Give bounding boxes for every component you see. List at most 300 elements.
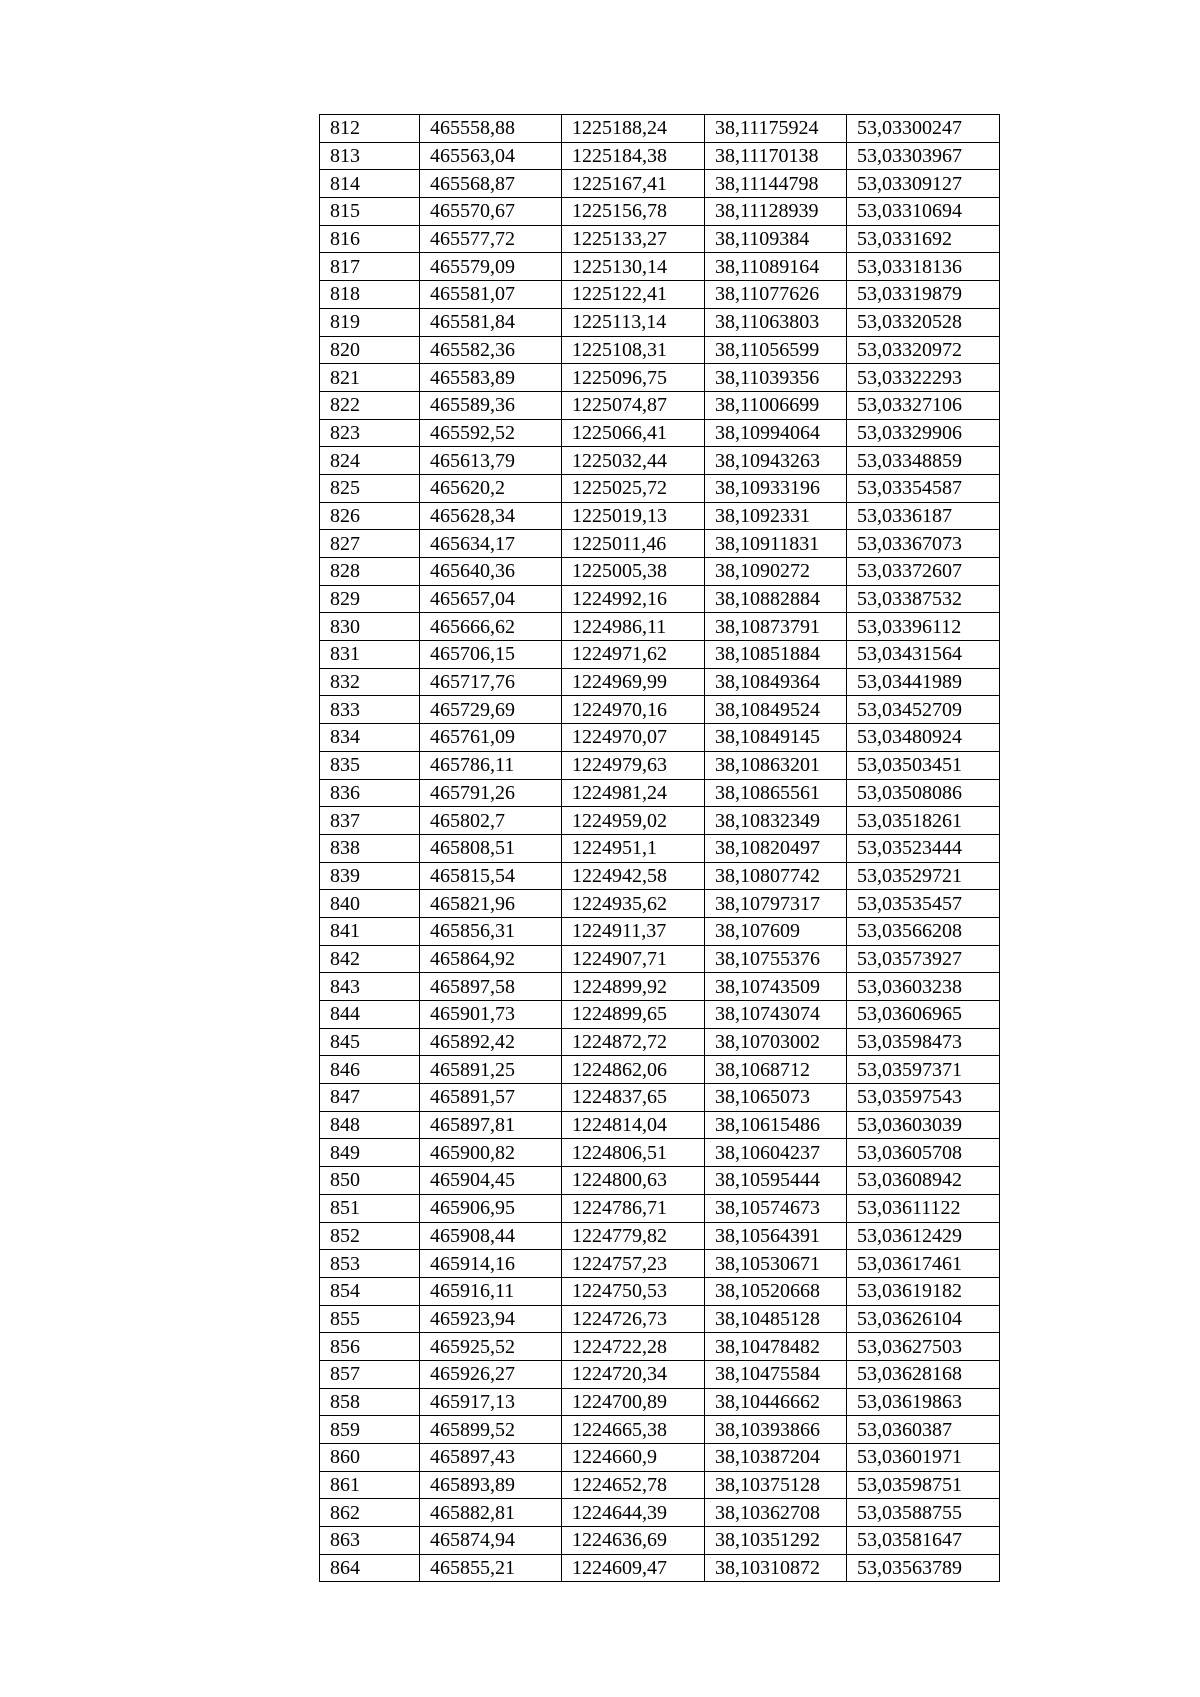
point-number-cell: 824 — [320, 447, 420, 475]
latitude-cell: 53,03563789 — [847, 1554, 1000, 1582]
latitude-cell: 53,03611122 — [847, 1194, 1000, 1222]
latitude-cell: 53,03441989 — [847, 668, 1000, 696]
y-coordinate-cell: 1224779,82 — [562, 1222, 705, 1250]
y-coordinate-cell: 1225130,14 — [562, 253, 705, 281]
y-coordinate-cell: 1224970,07 — [562, 724, 705, 752]
latitude-cell: 53,03619182 — [847, 1277, 1000, 1305]
point-number-cell: 833 — [320, 696, 420, 724]
point-number-cell: 827 — [320, 530, 420, 558]
table-row — [320, 115, 1000, 143]
y-coordinate-cell: 1225113,14 — [562, 308, 705, 336]
latitude-cell: 53,03529721 — [847, 862, 1000, 890]
longitude-cell: 38,11006699 — [705, 391, 847, 419]
y-coordinate-cell: 1224981,24 — [562, 779, 705, 807]
longitude-cell: 38,10310872 — [705, 1554, 847, 1582]
y-coordinate-cell: 1224660,9 — [562, 1444, 705, 1472]
table-row — [320, 1250, 1000, 1278]
table-row — [320, 502, 1000, 530]
longitude-cell: 38,10475584 — [705, 1360, 847, 1388]
longitude-cell: 38,1068712 — [705, 1056, 847, 1084]
table-row — [320, 253, 1000, 281]
point-number-cell: 838 — [320, 834, 420, 862]
point-number-cell: 841 — [320, 917, 420, 945]
y-coordinate-cell: 1224911,37 — [562, 917, 705, 945]
point-number-cell: 853 — [320, 1250, 420, 1278]
y-coordinate-cell: 1225156,78 — [562, 198, 705, 226]
table-row — [320, 1471, 1000, 1499]
x-coordinate-cell: 465855,21 — [420, 1554, 562, 1582]
x-coordinate-cell: 465570,67 — [420, 198, 562, 226]
table-row — [320, 862, 1000, 890]
table-row — [320, 1444, 1000, 1472]
latitude-cell: 53,03605708 — [847, 1139, 1000, 1167]
table-row — [320, 751, 1000, 779]
point-number-cell: 817 — [320, 253, 420, 281]
longitude-cell: 38,10446662 — [705, 1388, 847, 1416]
x-coordinate-cell: 465900,82 — [420, 1139, 562, 1167]
table-row — [320, 1139, 1000, 1167]
table-row — [320, 973, 1000, 1001]
y-coordinate-cell: 1224700,89 — [562, 1388, 705, 1416]
y-coordinate-cell: 1224665,38 — [562, 1416, 705, 1444]
y-coordinate-cell: 1224652,78 — [562, 1471, 705, 1499]
point-number-cell: 832 — [320, 668, 420, 696]
x-coordinate-cell: 465925,52 — [420, 1333, 562, 1361]
y-coordinate-cell: 1224720,34 — [562, 1360, 705, 1388]
point-number-cell: 863 — [320, 1527, 420, 1555]
x-coordinate-cell: 465628,34 — [420, 502, 562, 530]
coordinates-table — [319, 114, 1000, 1582]
x-coordinate-cell: 465821,96 — [420, 890, 562, 918]
table-row — [320, 1111, 1000, 1139]
longitude-cell: 38,11128939 — [705, 198, 847, 226]
table-row — [320, 834, 1000, 862]
longitude-cell: 38,11077626 — [705, 281, 847, 309]
latitude-cell: 53,03300247 — [847, 115, 1000, 143]
table-row — [320, 1028, 1000, 1056]
latitude-cell: 53,03588755 — [847, 1499, 1000, 1527]
table-row — [320, 474, 1000, 502]
point-number-cell: 830 — [320, 613, 420, 641]
longitude-cell: 38,10485128 — [705, 1305, 847, 1333]
point-number-cell: 835 — [320, 751, 420, 779]
longitude-cell: 38,10807742 — [705, 862, 847, 890]
y-coordinate-cell: 1225074,87 — [562, 391, 705, 419]
x-coordinate-cell: 465891,57 — [420, 1084, 562, 1112]
longitude-cell: 38,10351292 — [705, 1527, 847, 1555]
point-number-cell: 826 — [320, 502, 420, 530]
table-row — [320, 917, 1000, 945]
x-coordinate-cell: 465908,44 — [420, 1222, 562, 1250]
y-coordinate-cell: 1224750,53 — [562, 1277, 705, 1305]
table-row — [320, 1416, 1000, 1444]
table-row — [320, 1001, 1000, 1029]
x-coordinate-cell: 465906,95 — [420, 1194, 562, 1222]
x-coordinate-cell: 465897,58 — [420, 973, 562, 1001]
point-number-cell: 823 — [320, 419, 420, 447]
longitude-cell: 38,11056599 — [705, 336, 847, 364]
table-row — [320, 1305, 1000, 1333]
point-number-cell: 840 — [320, 890, 420, 918]
x-coordinate-cell: 465914,16 — [420, 1250, 562, 1278]
y-coordinate-cell: 1225184,38 — [562, 142, 705, 170]
latitude-cell: 53,03612429 — [847, 1222, 1000, 1250]
point-number-cell: 848 — [320, 1111, 420, 1139]
latitude-cell: 53,03535457 — [847, 890, 1000, 918]
latitude-cell: 53,03608942 — [847, 1167, 1000, 1195]
table-row — [320, 391, 1000, 419]
longitude-cell: 38,10595444 — [705, 1167, 847, 1195]
table-row — [320, 641, 1000, 669]
y-coordinate-cell: 1224970,16 — [562, 696, 705, 724]
table-row — [320, 945, 1000, 973]
point-number-cell: 831 — [320, 641, 420, 669]
point-number-cell: 856 — [320, 1333, 420, 1361]
longitude-cell: 38,10530671 — [705, 1250, 847, 1278]
longitude-cell: 38,11175924 — [705, 115, 847, 143]
y-coordinate-cell: 1225025,72 — [562, 474, 705, 502]
y-coordinate-cell: 1224969,99 — [562, 668, 705, 696]
table-row — [320, 364, 1000, 392]
y-coordinate-cell: 1225096,75 — [562, 364, 705, 392]
point-number-cell: 813 — [320, 142, 420, 170]
y-coordinate-cell: 1224951,1 — [562, 834, 705, 862]
table-row — [320, 807, 1000, 835]
point-number-cell: 857 — [320, 1360, 420, 1388]
y-coordinate-cell: 1225122,41 — [562, 281, 705, 309]
table-row — [320, 308, 1000, 336]
latitude-cell: 53,03627503 — [847, 1333, 1000, 1361]
latitude-cell: 53,03367073 — [847, 530, 1000, 558]
longitude-cell: 38,1109384 — [705, 225, 847, 253]
point-number-cell: 825 — [320, 474, 420, 502]
table-row — [320, 1167, 1000, 1195]
table-row — [320, 585, 1000, 613]
point-number-cell: 834 — [320, 724, 420, 752]
latitude-cell: 53,03503451 — [847, 751, 1000, 779]
longitude-cell: 38,10375128 — [705, 1471, 847, 1499]
x-coordinate-cell: 465893,89 — [420, 1471, 562, 1499]
latitude-cell: 53,03396112 — [847, 613, 1000, 641]
point-number-cell: 819 — [320, 308, 420, 336]
longitude-cell: 38,1090272 — [705, 558, 847, 586]
latitude-cell: 53,03597543 — [847, 1084, 1000, 1112]
y-coordinate-cell: 1224872,72 — [562, 1028, 705, 1056]
y-coordinate-cell: 1224971,62 — [562, 641, 705, 669]
point-number-cell: 836 — [320, 779, 420, 807]
x-coordinate-cell: 465904,45 — [420, 1167, 562, 1195]
longitude-cell: 38,10994064 — [705, 419, 847, 447]
y-coordinate-cell: 1225019,13 — [562, 502, 705, 530]
longitude-cell: 38,10520668 — [705, 1277, 847, 1305]
x-coordinate-cell: 465791,26 — [420, 779, 562, 807]
x-coordinate-cell: 465589,36 — [420, 391, 562, 419]
latitude-cell: 53,0360387 — [847, 1416, 1000, 1444]
latitude-cell: 53,03318136 — [847, 253, 1000, 281]
longitude-cell: 38,11170138 — [705, 142, 847, 170]
table-row — [320, 142, 1000, 170]
y-coordinate-cell: 1224935,62 — [562, 890, 705, 918]
latitude-cell: 53,03319879 — [847, 281, 1000, 309]
point-number-cell: 837 — [320, 807, 420, 835]
y-coordinate-cell: 1224757,23 — [562, 1250, 705, 1278]
table-row — [320, 1084, 1000, 1112]
y-coordinate-cell: 1224907,71 — [562, 945, 705, 973]
longitude-cell: 38,10865561 — [705, 779, 847, 807]
x-coordinate-cell: 465592,52 — [420, 419, 562, 447]
point-number-cell: 843 — [320, 973, 420, 1001]
table-row — [320, 336, 1000, 364]
table-row — [320, 890, 1000, 918]
latitude-cell: 53,03626104 — [847, 1305, 1000, 1333]
y-coordinate-cell: 1225188,24 — [562, 115, 705, 143]
x-coordinate-cell: 465815,54 — [420, 862, 562, 890]
longitude-cell: 38,10703002 — [705, 1028, 847, 1056]
y-coordinate-cell: 1224814,04 — [562, 1111, 705, 1139]
latitude-cell: 53,03523444 — [847, 834, 1000, 862]
table-row — [320, 558, 1000, 586]
longitude-cell: 38,11039356 — [705, 364, 847, 392]
longitude-cell: 38,10873791 — [705, 613, 847, 641]
table-row — [320, 530, 1000, 558]
x-coordinate-cell: 465666,62 — [420, 613, 562, 641]
table-row — [320, 1360, 1000, 1388]
point-number-cell: 844 — [320, 1001, 420, 1029]
longitude-cell: 38,10387204 — [705, 1444, 847, 1472]
longitude-cell: 38,1092331 — [705, 502, 847, 530]
latitude-cell: 53,03508086 — [847, 779, 1000, 807]
longitude-cell: 38,10943263 — [705, 447, 847, 475]
point-number-cell: 828 — [320, 558, 420, 586]
latitude-cell: 53,03348859 — [847, 447, 1000, 475]
y-coordinate-cell: 1224726,73 — [562, 1305, 705, 1333]
x-coordinate-cell: 465874,94 — [420, 1527, 562, 1555]
longitude-cell: 38,10604237 — [705, 1139, 847, 1167]
x-coordinate-cell: 465917,13 — [420, 1388, 562, 1416]
x-coordinate-cell: 465729,69 — [420, 696, 562, 724]
longitude-cell: 38,10362708 — [705, 1499, 847, 1527]
latitude-cell: 53,03598473 — [847, 1028, 1000, 1056]
point-number-cell: 829 — [320, 585, 420, 613]
x-coordinate-cell: 465882,81 — [420, 1499, 562, 1527]
table-row — [320, 696, 1000, 724]
table-row — [320, 1388, 1000, 1416]
latitude-cell: 53,03329906 — [847, 419, 1000, 447]
latitude-cell: 53,03606965 — [847, 1001, 1000, 1029]
x-coordinate-cell: 465802,7 — [420, 807, 562, 835]
longitude-cell: 38,10743074 — [705, 1001, 847, 1029]
x-coordinate-cell: 465891,25 — [420, 1056, 562, 1084]
point-number-cell: 812 — [320, 115, 420, 143]
longitude-cell: 38,10797317 — [705, 890, 847, 918]
table-row — [320, 281, 1000, 309]
point-number-cell: 850 — [320, 1167, 420, 1195]
longitude-cell: 38,10933196 — [705, 474, 847, 502]
point-number-cell: 814 — [320, 170, 420, 198]
table-row — [320, 198, 1000, 226]
longitude-cell: 38,10743509 — [705, 973, 847, 1001]
longitude-cell: 38,10849364 — [705, 668, 847, 696]
x-coordinate-cell: 465923,94 — [420, 1305, 562, 1333]
y-coordinate-cell: 1224636,69 — [562, 1527, 705, 1555]
point-number-cell: 816 — [320, 225, 420, 253]
longitude-cell: 38,107609 — [705, 917, 847, 945]
point-number-cell: 862 — [320, 1499, 420, 1527]
latitude-cell: 53,03601971 — [847, 1444, 1000, 1472]
point-number-cell: 845 — [320, 1028, 420, 1056]
point-number-cell: 859 — [320, 1416, 420, 1444]
x-coordinate-cell: 465916,11 — [420, 1277, 562, 1305]
x-coordinate-cell: 465761,09 — [420, 724, 562, 752]
latitude-cell: 53,03452709 — [847, 696, 1000, 724]
point-number-cell: 855 — [320, 1305, 420, 1333]
latitude-cell: 53,03310694 — [847, 198, 1000, 226]
latitude-cell: 53,03320528 — [847, 308, 1000, 336]
table-row — [320, 1056, 1000, 1084]
table-row — [320, 1333, 1000, 1361]
point-number-cell: 821 — [320, 364, 420, 392]
y-coordinate-cell: 1224942,58 — [562, 862, 705, 890]
point-number-cell: 858 — [320, 1388, 420, 1416]
longitude-cell: 38,10911831 — [705, 530, 847, 558]
table-row — [320, 724, 1000, 752]
latitude-cell: 53,03598751 — [847, 1471, 1000, 1499]
y-coordinate-cell: 1224806,51 — [562, 1139, 705, 1167]
longitude-cell: 38,10849524 — [705, 696, 847, 724]
point-number-cell: 854 — [320, 1277, 420, 1305]
latitude-cell: 53,03303967 — [847, 142, 1000, 170]
x-coordinate-cell: 465577,72 — [420, 225, 562, 253]
table-row — [320, 1499, 1000, 1527]
x-coordinate-cell: 465864,92 — [420, 945, 562, 973]
point-number-cell: 851 — [320, 1194, 420, 1222]
latitude-cell: 53,03566208 — [847, 917, 1000, 945]
latitude-cell: 53,03573927 — [847, 945, 1000, 973]
table-row — [320, 225, 1000, 253]
longitude-cell: 38,10615486 — [705, 1111, 847, 1139]
x-coordinate-cell: 465901,73 — [420, 1001, 562, 1029]
y-coordinate-cell: 1224609,47 — [562, 1554, 705, 1582]
latitude-cell: 53,03320972 — [847, 336, 1000, 364]
x-coordinate-cell: 465856,31 — [420, 917, 562, 945]
longitude-cell: 38,10478482 — [705, 1333, 847, 1361]
x-coordinate-cell: 465897,81 — [420, 1111, 562, 1139]
latitude-cell: 53,0336187 — [847, 502, 1000, 530]
latitude-cell: 53,03603039 — [847, 1111, 1000, 1139]
latitude-cell: 53,03387532 — [847, 585, 1000, 613]
table-row — [320, 1527, 1000, 1555]
point-number-cell: 846 — [320, 1056, 420, 1084]
point-number-cell: 852 — [320, 1222, 420, 1250]
y-coordinate-cell: 1225066,41 — [562, 419, 705, 447]
latitude-cell: 53,03603238 — [847, 973, 1000, 1001]
point-number-cell: 815 — [320, 198, 420, 226]
x-coordinate-cell: 465657,04 — [420, 585, 562, 613]
latitude-cell: 53,03581647 — [847, 1527, 1000, 1555]
x-coordinate-cell: 465634,17 — [420, 530, 562, 558]
x-coordinate-cell: 465892,42 — [420, 1028, 562, 1056]
longitude-cell: 38,10882884 — [705, 585, 847, 613]
table-row — [320, 1277, 1000, 1305]
point-number-cell: 864 — [320, 1554, 420, 1582]
longitude-cell: 38,11144798 — [705, 170, 847, 198]
y-coordinate-cell: 1225011,46 — [562, 530, 705, 558]
longitude-cell: 38,11063803 — [705, 308, 847, 336]
table-row — [320, 613, 1000, 641]
point-number-cell: 822 — [320, 391, 420, 419]
point-number-cell: 842 — [320, 945, 420, 973]
x-coordinate-cell: 465808,51 — [420, 834, 562, 862]
latitude-cell: 53,03480924 — [847, 724, 1000, 752]
table-row — [320, 668, 1000, 696]
point-number-cell: 861 — [320, 1471, 420, 1499]
x-coordinate-cell: 465582,36 — [420, 336, 562, 364]
latitude-cell: 53,03372607 — [847, 558, 1000, 586]
y-coordinate-cell: 1225133,27 — [562, 225, 705, 253]
longitude-cell: 38,10832349 — [705, 807, 847, 835]
x-coordinate-cell: 465568,87 — [420, 170, 562, 198]
y-coordinate-cell: 1224786,71 — [562, 1194, 705, 1222]
latitude-cell: 53,03617461 — [847, 1250, 1000, 1278]
x-coordinate-cell: 465579,09 — [420, 253, 562, 281]
longitude-cell: 38,11089164 — [705, 253, 847, 281]
longitude-cell: 38,10849145 — [705, 724, 847, 752]
latitude-cell: 53,03431564 — [847, 641, 1000, 669]
latitude-cell: 53,03354587 — [847, 474, 1000, 502]
y-coordinate-cell: 1224992,16 — [562, 585, 705, 613]
longitude-cell: 38,10851884 — [705, 641, 847, 669]
y-coordinate-cell: 1224800,63 — [562, 1167, 705, 1195]
x-coordinate-cell: 465899,52 — [420, 1416, 562, 1444]
point-number-cell: 839 — [320, 862, 420, 890]
latitude-cell: 53,03628168 — [847, 1360, 1000, 1388]
x-coordinate-cell: 465563,04 — [420, 142, 562, 170]
point-number-cell: 847 — [320, 1084, 420, 1112]
y-coordinate-cell: 1225032,44 — [562, 447, 705, 475]
longitude-cell: 38,10393866 — [705, 1416, 847, 1444]
latitude-cell: 53,03518261 — [847, 807, 1000, 835]
longitude-cell: 38,10863201 — [705, 751, 847, 779]
table-row — [320, 1222, 1000, 1250]
table-row — [320, 1194, 1000, 1222]
latitude-cell: 53,03327106 — [847, 391, 1000, 419]
x-coordinate-cell: 465640,36 — [420, 558, 562, 586]
x-coordinate-cell: 465926,27 — [420, 1360, 562, 1388]
longitude-cell: 38,10564391 — [705, 1222, 847, 1250]
y-coordinate-cell: 1225167,41 — [562, 170, 705, 198]
y-coordinate-cell: 1224837,65 — [562, 1084, 705, 1112]
table-row — [320, 447, 1000, 475]
coordinates-table-body — [320, 115, 1000, 1582]
y-coordinate-cell: 1224862,06 — [562, 1056, 705, 1084]
longitude-cell: 38,1065073 — [705, 1084, 847, 1112]
x-coordinate-cell: 465717,76 — [420, 668, 562, 696]
longitude-cell: 38,10574673 — [705, 1194, 847, 1222]
x-coordinate-cell: 465706,15 — [420, 641, 562, 669]
x-coordinate-cell: 465558,88 — [420, 115, 562, 143]
longitude-cell: 38,10755376 — [705, 945, 847, 973]
latitude-cell: 53,03322293 — [847, 364, 1000, 392]
x-coordinate-cell: 465786,11 — [420, 751, 562, 779]
latitude-cell: 53,0331692 — [847, 225, 1000, 253]
y-coordinate-cell: 1224899,65 — [562, 1001, 705, 1029]
longitude-cell: 38,10820497 — [705, 834, 847, 862]
latitude-cell: 53,03619863 — [847, 1388, 1000, 1416]
x-coordinate-cell: 465620,2 — [420, 474, 562, 502]
table-row — [320, 419, 1000, 447]
y-coordinate-cell: 1224979,63 — [562, 751, 705, 779]
latitude-cell: 53,03597371 — [847, 1056, 1000, 1084]
